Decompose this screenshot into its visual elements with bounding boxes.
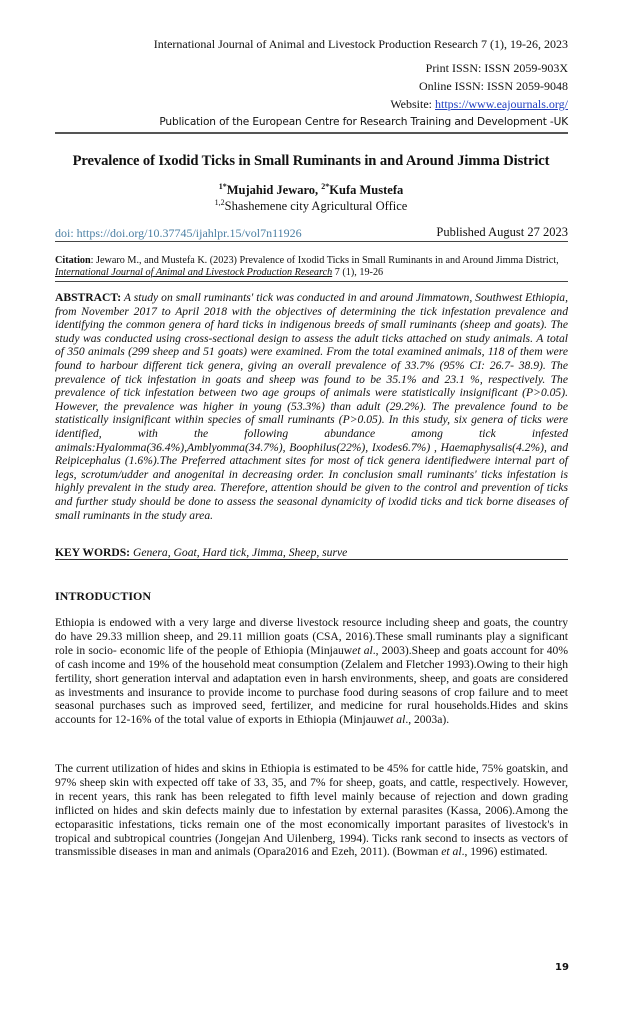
- paragraph-italic: et al: [441, 845, 462, 859]
- author-2-sup: 2*: [321, 182, 330, 191]
- keywords-label: KEY WORDS:: [55, 546, 131, 559]
- doi-link[interactable]: doi: https://doi.org/10.37745/ijahlpr.15/vol7n11926: [55, 226, 302, 240]
- article-title: Prevalence of Ixodid Ticks in Small Ruminants in and Around Jimma District: [72, 153, 550, 169]
- author-1-sup: 1*: [218, 182, 227, 191]
- affiliation-text: Shashemene city Agricultural Office: [224, 199, 408, 213]
- introduction-paragraph-1: [55, 616, 568, 727]
- website-link[interactable]: https://www.eajournals.org/: [435, 97, 568, 111]
- paragraph-italic: et al: [352, 643, 373, 657]
- journal-header-line: International Journal of Animal and Livestock Production Research 7 (1), 19-26, 2023: [153, 37, 568, 51]
- published-date: Published August 27 2023: [436, 225, 568, 239]
- website-label: Website:: [390, 97, 436, 111]
- citation-journal: International Journal of Animal and Livestock Production Research: [55, 267, 333, 278]
- citation-volume: 7 (1), 19-26: [332, 267, 384, 278]
- online-issn: Online ISSN: ISSN 2059-9048: [418, 79, 568, 93]
- publisher-line: Publication of the European Centre for Research Training and Development -UK: [159, 116, 568, 128]
- paragraph-text: Ethiopia is endowed with a very large and diverse livestock resource including sheep and goats, the country do have 29.33 million sheep, and 29.11 million goats (CSA, 2016).These small ruminants play a significant role in socio- economic life of the people of Ethiopia (Minjauw: [55, 616, 568, 657]
- paragraph-italic: et al: [385, 713, 406, 727]
- page-number: 19: [555, 962, 569, 973]
- author-1-name: Mujahid Jewaro: [226, 183, 316, 197]
- keywords-divider: [55, 559, 568, 560]
- introduction-paragraph-2: [55, 762, 568, 859]
- print-issn: Print ISSN: ISSN 2059-903X: [425, 61, 568, 75]
- abstract: [55, 291, 568, 522]
- paragraph-text: The current utilization of hides and skins in Ethiopia is estimated to be 45% for cattle hide, 75% goatskin, and 97% sheep skin with expected off take of 33, 35, and 7% for sheep, goats, and cattle, respectively. However, in recent years, this rank has been relegated to fifth level mainly because of rejection and down grading inflicted on hides and skin defects mainly due to infestation by external parasites (Kassa, 2006).Among the ectoparasitic infestations, ticks remain one of the most economically important parasites of livestock's in tropical and subtropical countries (Jongejan And Uilenberg, 1994). Ticks rank second to insects as vectors of transmissible diseases in man and animals (Opara2016 and Ezeh, 2011). (Bowman: [55, 762, 568, 859]
- abstract-text: A study on small ruminants' tick was conducted in and around Jimmatown, Southwest Ethiopia, from November 2017 to April 2018 with the objectives of determining the tick infestation prevalence and identifying the common genera of hard ticks in indigenous breeds of small ruminants (sheep and goats). The study was conducted using cross-sectional design to assess the adult ticks attached on study animals. A total of 350 animals (299 sheep and 51 goats) were examined. From the total examined animals, 118 of them were found to harbour different tick genera, giving an overall prevalence of 33.7% (95% CI: 26.7- 38.9). The prevalence of tick infestation in goats and sheep was found to be 35.1% and 23.1 %, respectively. The prevalence of tick infestation between two age groups of animals were statistically insignificant (P>0.05). However, the prevalence was higher in young (53.3%) than adult (29.2%). The prevalence found to be statistically insignificant within species of small ruminants (P>0.05). In this study, six genera of ticks were identified, with the following abundance among tick infested animals:Hyalomma(36.4%),Amblyomma(34.7%), Boophilus(22%), Ixodes6.7%) , Haemaphysalis(4.2%), and Reipicephalus (1.6%).The Preferred attachment sites for most of tick genera identifiedwere internal part of legs, scrotum/udder and anogenital in decreasing order. In conclusion small ruminants' ticks infestation is highly prevalent in the study area. Therefore, attention should be given to the control and prevention of ticks and further study should be done to assess the seasonal dynamicity of ixodid ticks and tick borne diseases of small ruminants in the study area.: [55, 291, 568, 522]
- keywords-text: Genera, Goat, Hard tick, Jimma, Sheep, surve: [130, 546, 348, 559]
- keywords: [55, 546, 568, 559]
- introduction-heading: INTRODUCTION: [55, 589, 152, 603]
- paragraph-text: ., 1996) estimated.: [461, 845, 548, 859]
- citation-text: : Jewaro M., and Mustefa K. (2023) Prevalence of Ixodid Ticks in Small Ruminants in and Around Jimma District,: [90, 255, 559, 266]
- citation-label: Citation: [55, 255, 91, 266]
- citation-divider: [55, 281, 568, 282]
- doi-divider: [55, 241, 568, 242]
- affiliation-sup: 1,2: [214, 198, 225, 207]
- header-divider: [55, 132, 568, 134]
- citation-block: [55, 255, 568, 279]
- author-2-name: Kufa Mustefa: [329, 183, 404, 197]
- website-line: [390, 97, 568, 111]
- author-list: [0, 183, 622, 198]
- abstract-label: ABSTRACT:: [55, 291, 122, 304]
- paragraph-text: ., 2003).Sheep and goats account for 40% of cash income and 19% of the household meat consumption (Zelalem and Fletcher 1993).Owing to their high fertility, short generation interval and adaptation even in harsh environments, sheep, and goats are considered as investments and insurance to provide income to purchase food during seasons of crop failure and to meet seasonal purchases such as improved seed, fertilizer, and medicine for rural households.Hides and skins accounts for 12-16% of the total value of exports in Ethiopia (Minjauw: [55, 643, 568, 727]
- author-separator: ,: [315, 183, 322, 197]
- affiliation: [0, 199, 622, 214]
- paragraph-text: ., 2003a).: [405, 713, 450, 727]
